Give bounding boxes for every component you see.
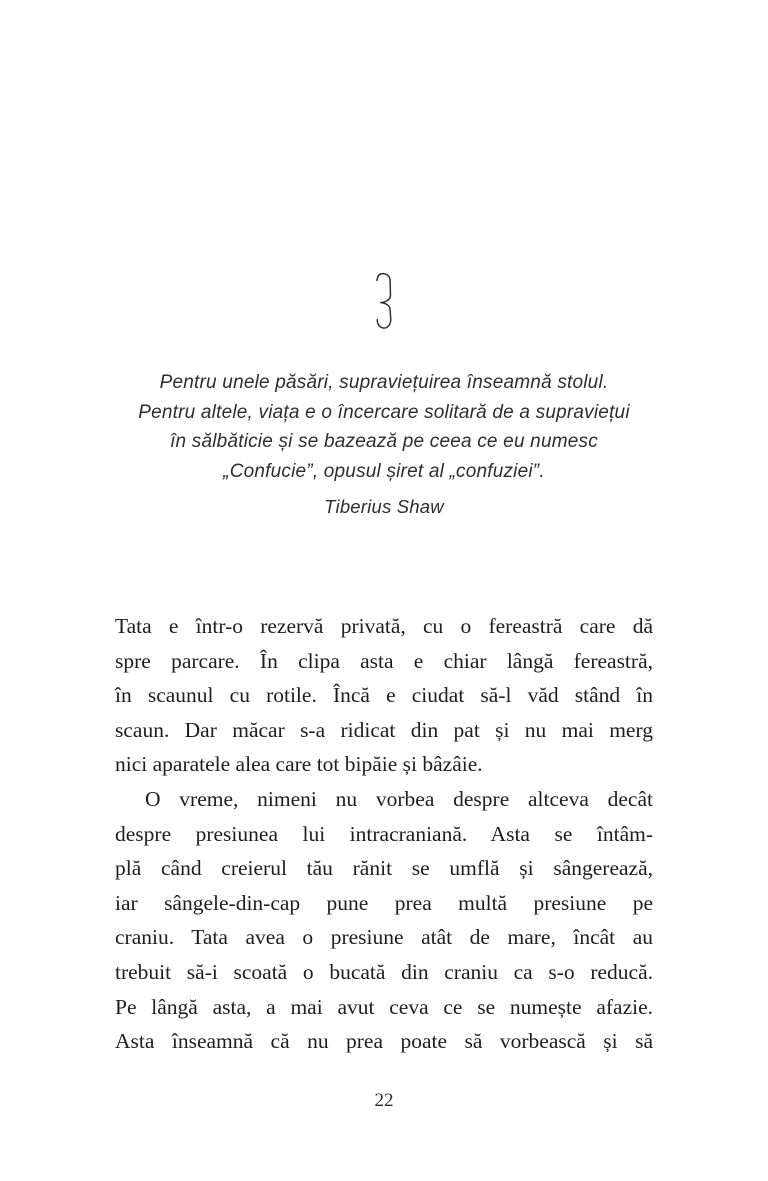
body-text-line: despre presiunea lui intracraniană. Asta se întâm- <box>115 821 653 846</box>
epigraph-line: Pentru altele, viața e o încercare solitară de a supraviețui <box>138 401 630 423</box>
chapter-number <box>394 272 395 273</box>
chapter-heading <box>0 272 768 330</box>
body-text-line: plă când creierul tău rănit se umflă și sângerează, <box>115 856 653 881</box>
paragraph <box>115 609 653 782</box>
body-text-line: scaun. Dar măcar s-a ridicat din pat și nu mai merg <box>115 717 653 742</box>
body-text-line: Tata e într-o rezervă privată, cu o fereastră care dă <box>115 614 653 638</box>
epigraph-attribution: Tiberius Shaw <box>324 496 444 517</box>
body-text-line: Asta înseamnă că nu prea poate să vorbească și să <box>115 1029 653 1054</box>
epigraph <box>0 368 768 486</box>
paragraph <box>115 782 653 1059</box>
page-number: 22 <box>374 1090 394 1111</box>
body-text-line: spre parcare. În clipa asta e chiar lângă fereastră, <box>115 648 653 673</box>
epigraph-line: în sălbăticie și se bazează pe ceea ce eu numesc <box>170 431 598 452</box>
body-text-line: Pe lângă asta, a mai avut ceva ce se numește afazie. <box>115 994 653 1019</box>
body-text-line: în scaunul cu rotile. Încă e ciudat să-l văd stând în <box>115 683 653 708</box>
body-text-line: O vreme, nimeni nu vorbea despre altceva decât <box>145 786 653 811</box>
body-text-line: craniu. Tata avea o presiune atât de mare, încât au <box>115 925 653 950</box>
epigraph-line: „Confucie”, opusul șiret al „confuziei”. <box>223 460 545 482</box>
epigraph-line: Pentru unele păsări, supraviețuirea înseamnă stolul. <box>159 372 609 393</box>
body-text-line: trebuit să-i scoată o bucată din craniu ca s-o reducă. <box>115 959 653 984</box>
body-text-line: iar sângele-din-cap pune prea multă presiune pe <box>115 890 653 915</box>
chapter-numeral-3-glyph <box>374 272 394 330</box>
body-text <box>115 609 653 1059</box>
body-text-line: nici aparatele alea care tot bipăie și bâzâie. <box>115 752 483 777</box>
